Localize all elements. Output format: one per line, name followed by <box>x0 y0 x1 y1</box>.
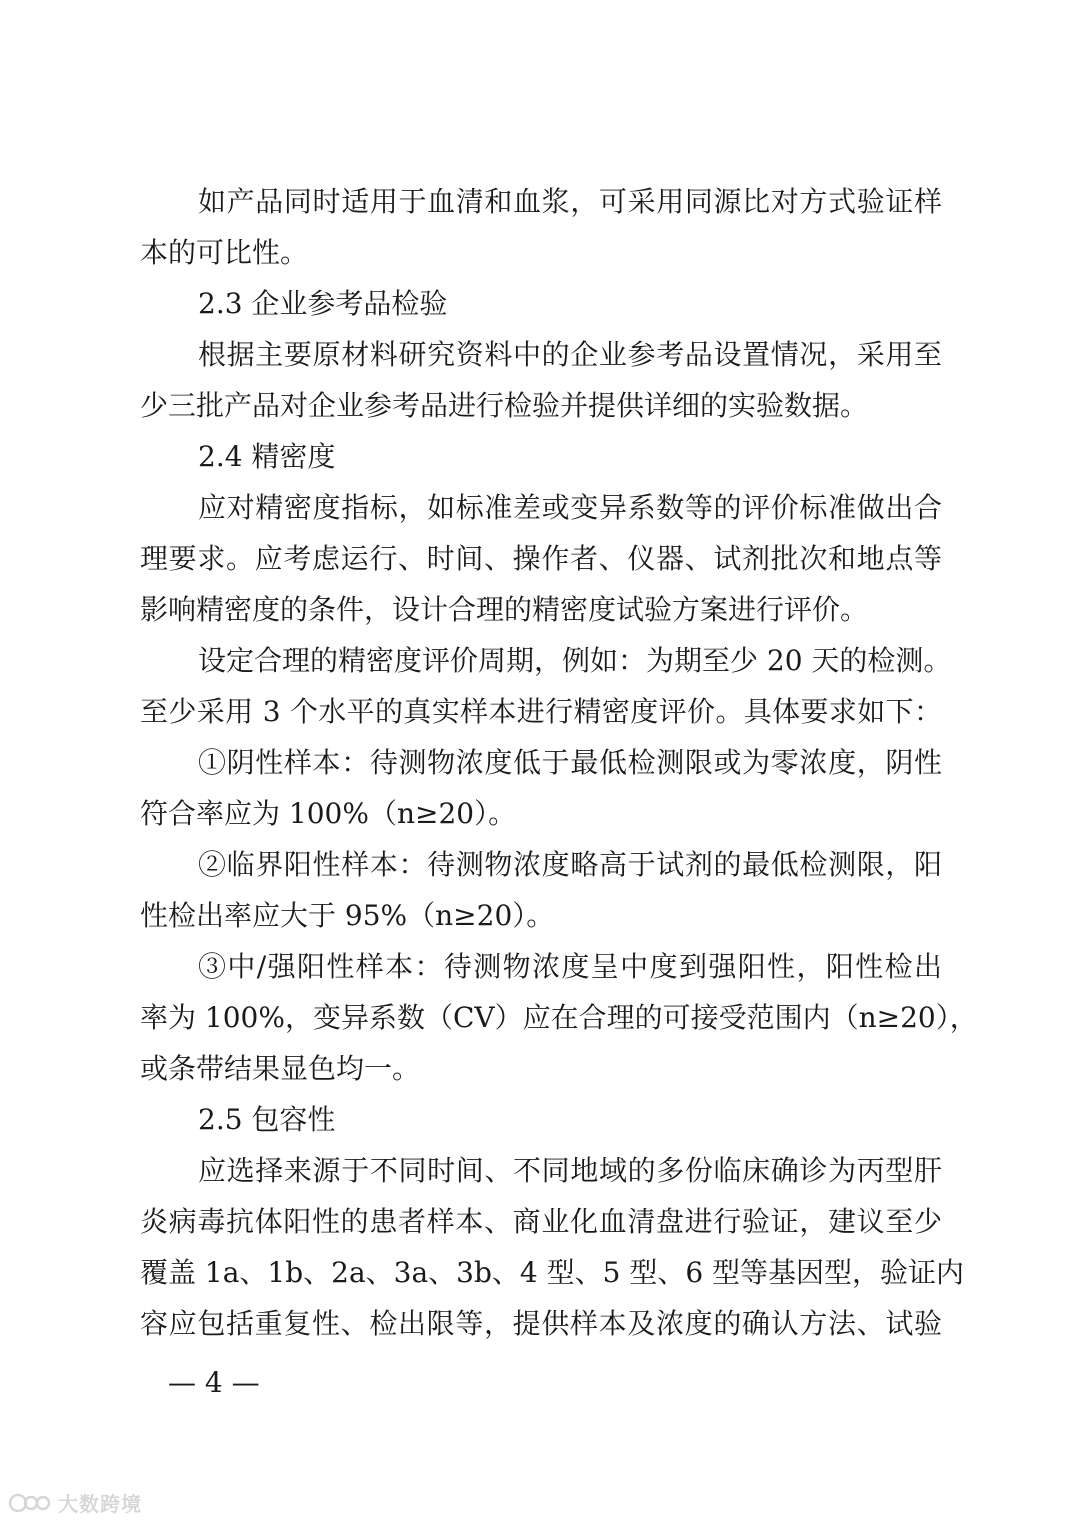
text-line: 或条带结果显色均一。 <box>140 1052 421 1085</box>
text-line: 性检出率应大于 95%（n≥20）。 <box>140 899 555 932</box>
text-line: ②临界阳性样本：待测物浓度略高于试剂的最低检测限，阳 <box>198 848 942 881</box>
text-line: 覆盖 1a、1b、2a、3a、3b、4 型、5 型、6 型等基因型，验证内 <box>140 1256 965 1289</box>
text-line: 应对精密度指标，如标准差或变异系数等的评价标准做出合 <box>198 491 942 524</box>
watermark-text: 大数跨境 <box>58 1492 142 1516</box>
watermark <box>8 1488 142 1517</box>
text-line: 理要求。应考虑运行、时间、操作者、仪器、试剂批次和地点等 <box>140 542 942 575</box>
text-line: 少三批产品对企业参考品进行检验并提供详细的实验数据。 <box>140 389 869 422</box>
text-line: 设定合理的精密度评价周期，例如：为期至少 20 天的检测。 <box>198 644 952 677</box>
text-line: 容应包括重复性、检出限等，提供样本及浓度的确认方法、试验 <box>140 1307 942 1340</box>
text-line: 至少采用 3 个水平的真实样本进行精密度评价。具体要求如下： <box>140 695 942 728</box>
text-line: 本的可比性。 <box>140 236 309 269</box>
watermark-logo-icon <box>8 1490 52 1516</box>
section-heading: 2.4 精密度 <box>198 440 336 473</box>
page-number: — 4 — <box>168 1366 260 1399</box>
text-line: 率为 100%，变异系数（CV）应在合理的可接受范围内（n≥20）， <box>140 1001 978 1034</box>
text-line: 根据主要原材料研究资料中的企业参考品设置情况，采用至 <box>198 338 942 371</box>
text-line: 影响精密度的条件，设计合理的精密度试验方案进行评价。 <box>140 593 869 626</box>
text-line: 如产品同时适用于血清和血浆，可采用同源比对方式验证样 <box>198 185 942 218</box>
section-heading: 2.3 企业参考品检验 <box>198 287 448 320</box>
text-line: ①阴性样本：待测物浓度低于最低检测限或为零浓度，阴性 <box>198 746 942 779</box>
section-heading: 2.5 包容性 <box>198 1103 336 1136</box>
document-body <box>140 176 978 1349</box>
text-line: ③中/强阳性样本：待测物浓度呈中度到强阳性，阳性检出 <box>198 950 942 983</box>
text-line: 炎病毒抗体阳性的患者样本、商业化血清盘进行验证，建议至少 <box>140 1205 942 1238</box>
text-line: 应选择来源于不同时间、不同地域的多份临床确诊为丙型肝 <box>198 1154 942 1187</box>
text-line: 符合率应为 100%（n≥20）。 <box>140 797 517 830</box>
